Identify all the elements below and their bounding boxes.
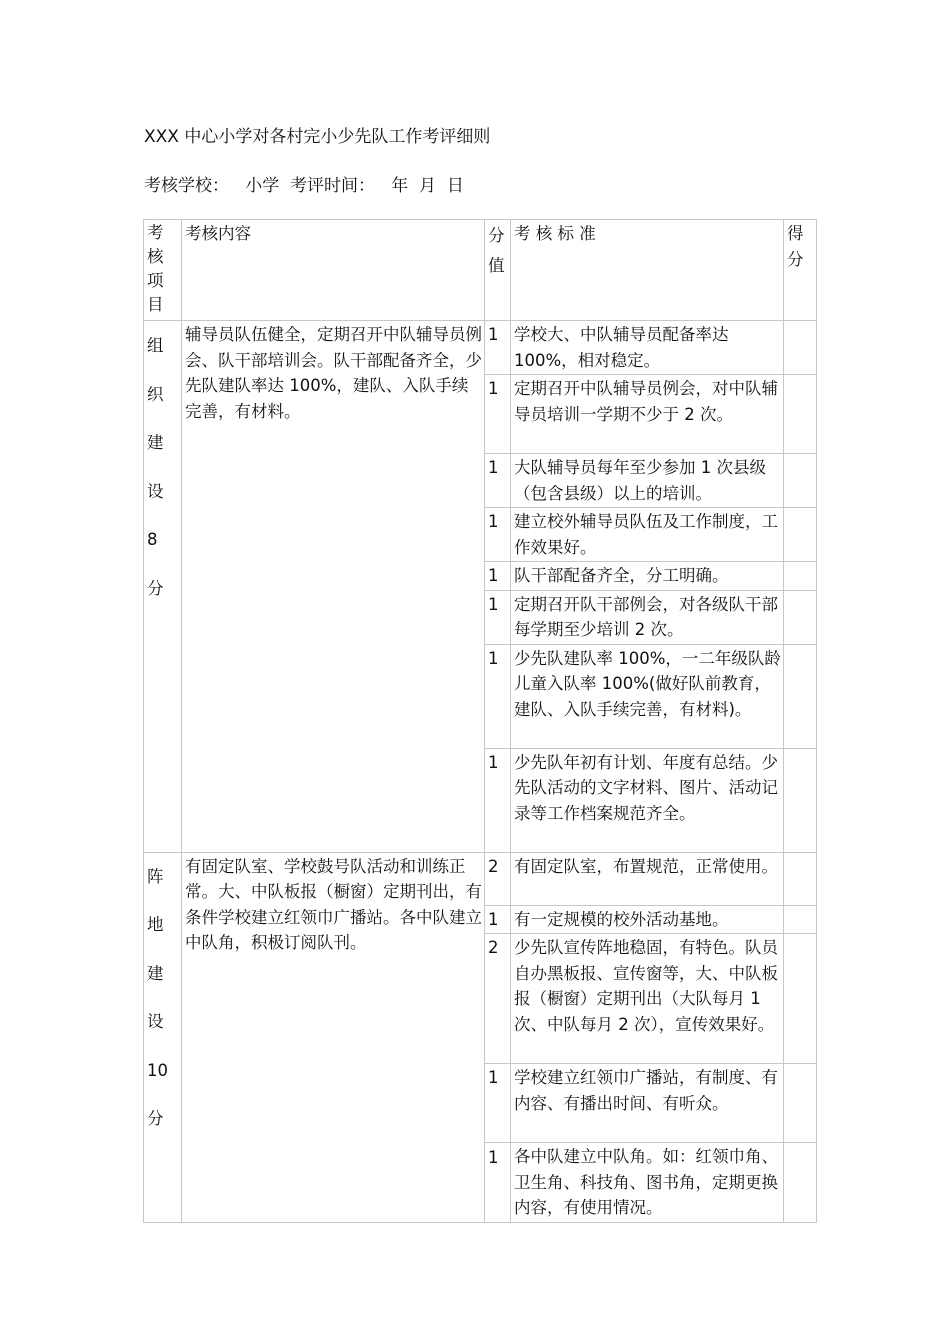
table-row <box>144 321 817 375</box>
document-title: XXX 中心小学对各村完小少先队工作考评细则 <box>144 127 491 147</box>
standard-cell: 少先队建队率 100%，一二年级队龄儿童入队率 100%(做好队前教育，建队、入队手续完善，有材料)。 <box>511 644 784 748</box>
score-cell[interactable] <box>784 905 817 934</box>
points-cell: 1 <box>485 590 511 644</box>
score-cell[interactable] <box>784 562 817 591</box>
category-cell: 组 织 建 设 8 分 <box>144 321 182 853</box>
table-header-row <box>144 220 817 321</box>
header-content: 考核内容 <box>182 220 485 321</box>
points-cell: 1 <box>485 644 511 748</box>
standard-cell: 大队辅导员每年至少参加 1 次县级（包含县级）以上的培训。 <box>511 454 784 508</box>
points-cell: 2 <box>485 852 511 905</box>
standard-cell: 少先队宣传阵地稳固，有特色。队员自办黑板报、宣传窗等，大、中队板报（橱窗）定期刊出（大队每月 1 次、中队每月 2 次），宣传效果好。 <box>511 934 784 1064</box>
score-cell[interactable] <box>784 934 817 1064</box>
points-cell: 1 <box>485 562 511 591</box>
header-item: 考 核 项 目 <box>144 220 182 321</box>
points-cell: 1 <box>485 454 511 508</box>
score-cell[interactable] <box>784 508 817 562</box>
standard-cell: 定期召开队干部例会，对各级队干部每学期至少培训 2 次。 <box>511 590 784 644</box>
standard-cell: 各中队建立中队角。如：红领巾角、卫生角、科技角、图书角，定期更换内容，有使用情况。 <box>511 1143 784 1223</box>
points-cell: 1 <box>485 1064 511 1143</box>
points-cell: 1 <box>485 508 511 562</box>
assessment-meta-line: 考核学校： 小学 考评时间： 年 月 日 <box>144 176 464 196</box>
category-cell: 阵 地 建 设 10 分 <box>144 852 182 1222</box>
header-score: 得 分 <box>784 220 817 321</box>
score-cell[interactable] <box>784 375 817 454</box>
standard-cell: 队干部配备齐全，分工明确。 <box>511 562 784 591</box>
score-cell[interactable] <box>784 852 817 905</box>
standard-cell: 定期召开中队辅导员例会，对中队辅导员培训一学期不少于 2 次。 <box>511 375 784 454</box>
score-cell[interactable] <box>784 644 817 748</box>
points-cell: 2 <box>485 934 511 1064</box>
content-cell: 辅导员队伍健全，定期召开中队辅导员例会、队干部培训会。队干部配备齐全，少先队建队率达 100%，建队、入队手续完善，有材料。 <box>182 321 485 853</box>
header-points: 分 值 <box>485 220 511 321</box>
score-cell[interactable] <box>784 590 817 644</box>
standard-cell: 有一定规模的校外活动基地。 <box>511 905 784 934</box>
points-cell: 1 <box>485 748 511 852</box>
content-cell: 有固定队室、学校鼓号队活动和训练正常。大、中队板报（橱窗）定期刊出，有条件学校建立红领巾广播站。各中队建立中队角，积极订阅队刊。 <box>182 852 485 1222</box>
points-cell: 1 <box>485 905 511 934</box>
score-cell[interactable] <box>784 1064 817 1143</box>
standard-cell: 学校大、中队辅导员配备率达 100%，相对稳定。 <box>511 321 784 375</box>
standard-cell: 少先队年初有计划、年度有总结。少先队活动的文字材料、图片、活动记录等工作档案规范齐全。 <box>511 748 784 852</box>
score-cell[interactable] <box>784 321 817 375</box>
assessment-table <box>143 219 817 1223</box>
standard-cell: 建立校外辅导员队伍及工作制度，工作效果好。 <box>511 508 784 562</box>
table-row <box>144 852 817 905</box>
standard-cell: 学校建立红领巾广播站，有制度、有内容、有播出时间、有听众。 <box>511 1064 784 1143</box>
points-cell: 1 <box>485 375 511 454</box>
header-standard: 考 核 标 准 <box>511 220 784 321</box>
points-cell: 1 <box>485 321 511 375</box>
score-cell[interactable] <box>784 454 817 508</box>
points-cell: 1 <box>485 1143 511 1223</box>
standard-cell: 有固定队室，布置规范，正常使用。 <box>511 852 784 905</box>
score-cell[interactable] <box>784 1143 817 1223</box>
score-cell[interactable] <box>784 748 817 852</box>
